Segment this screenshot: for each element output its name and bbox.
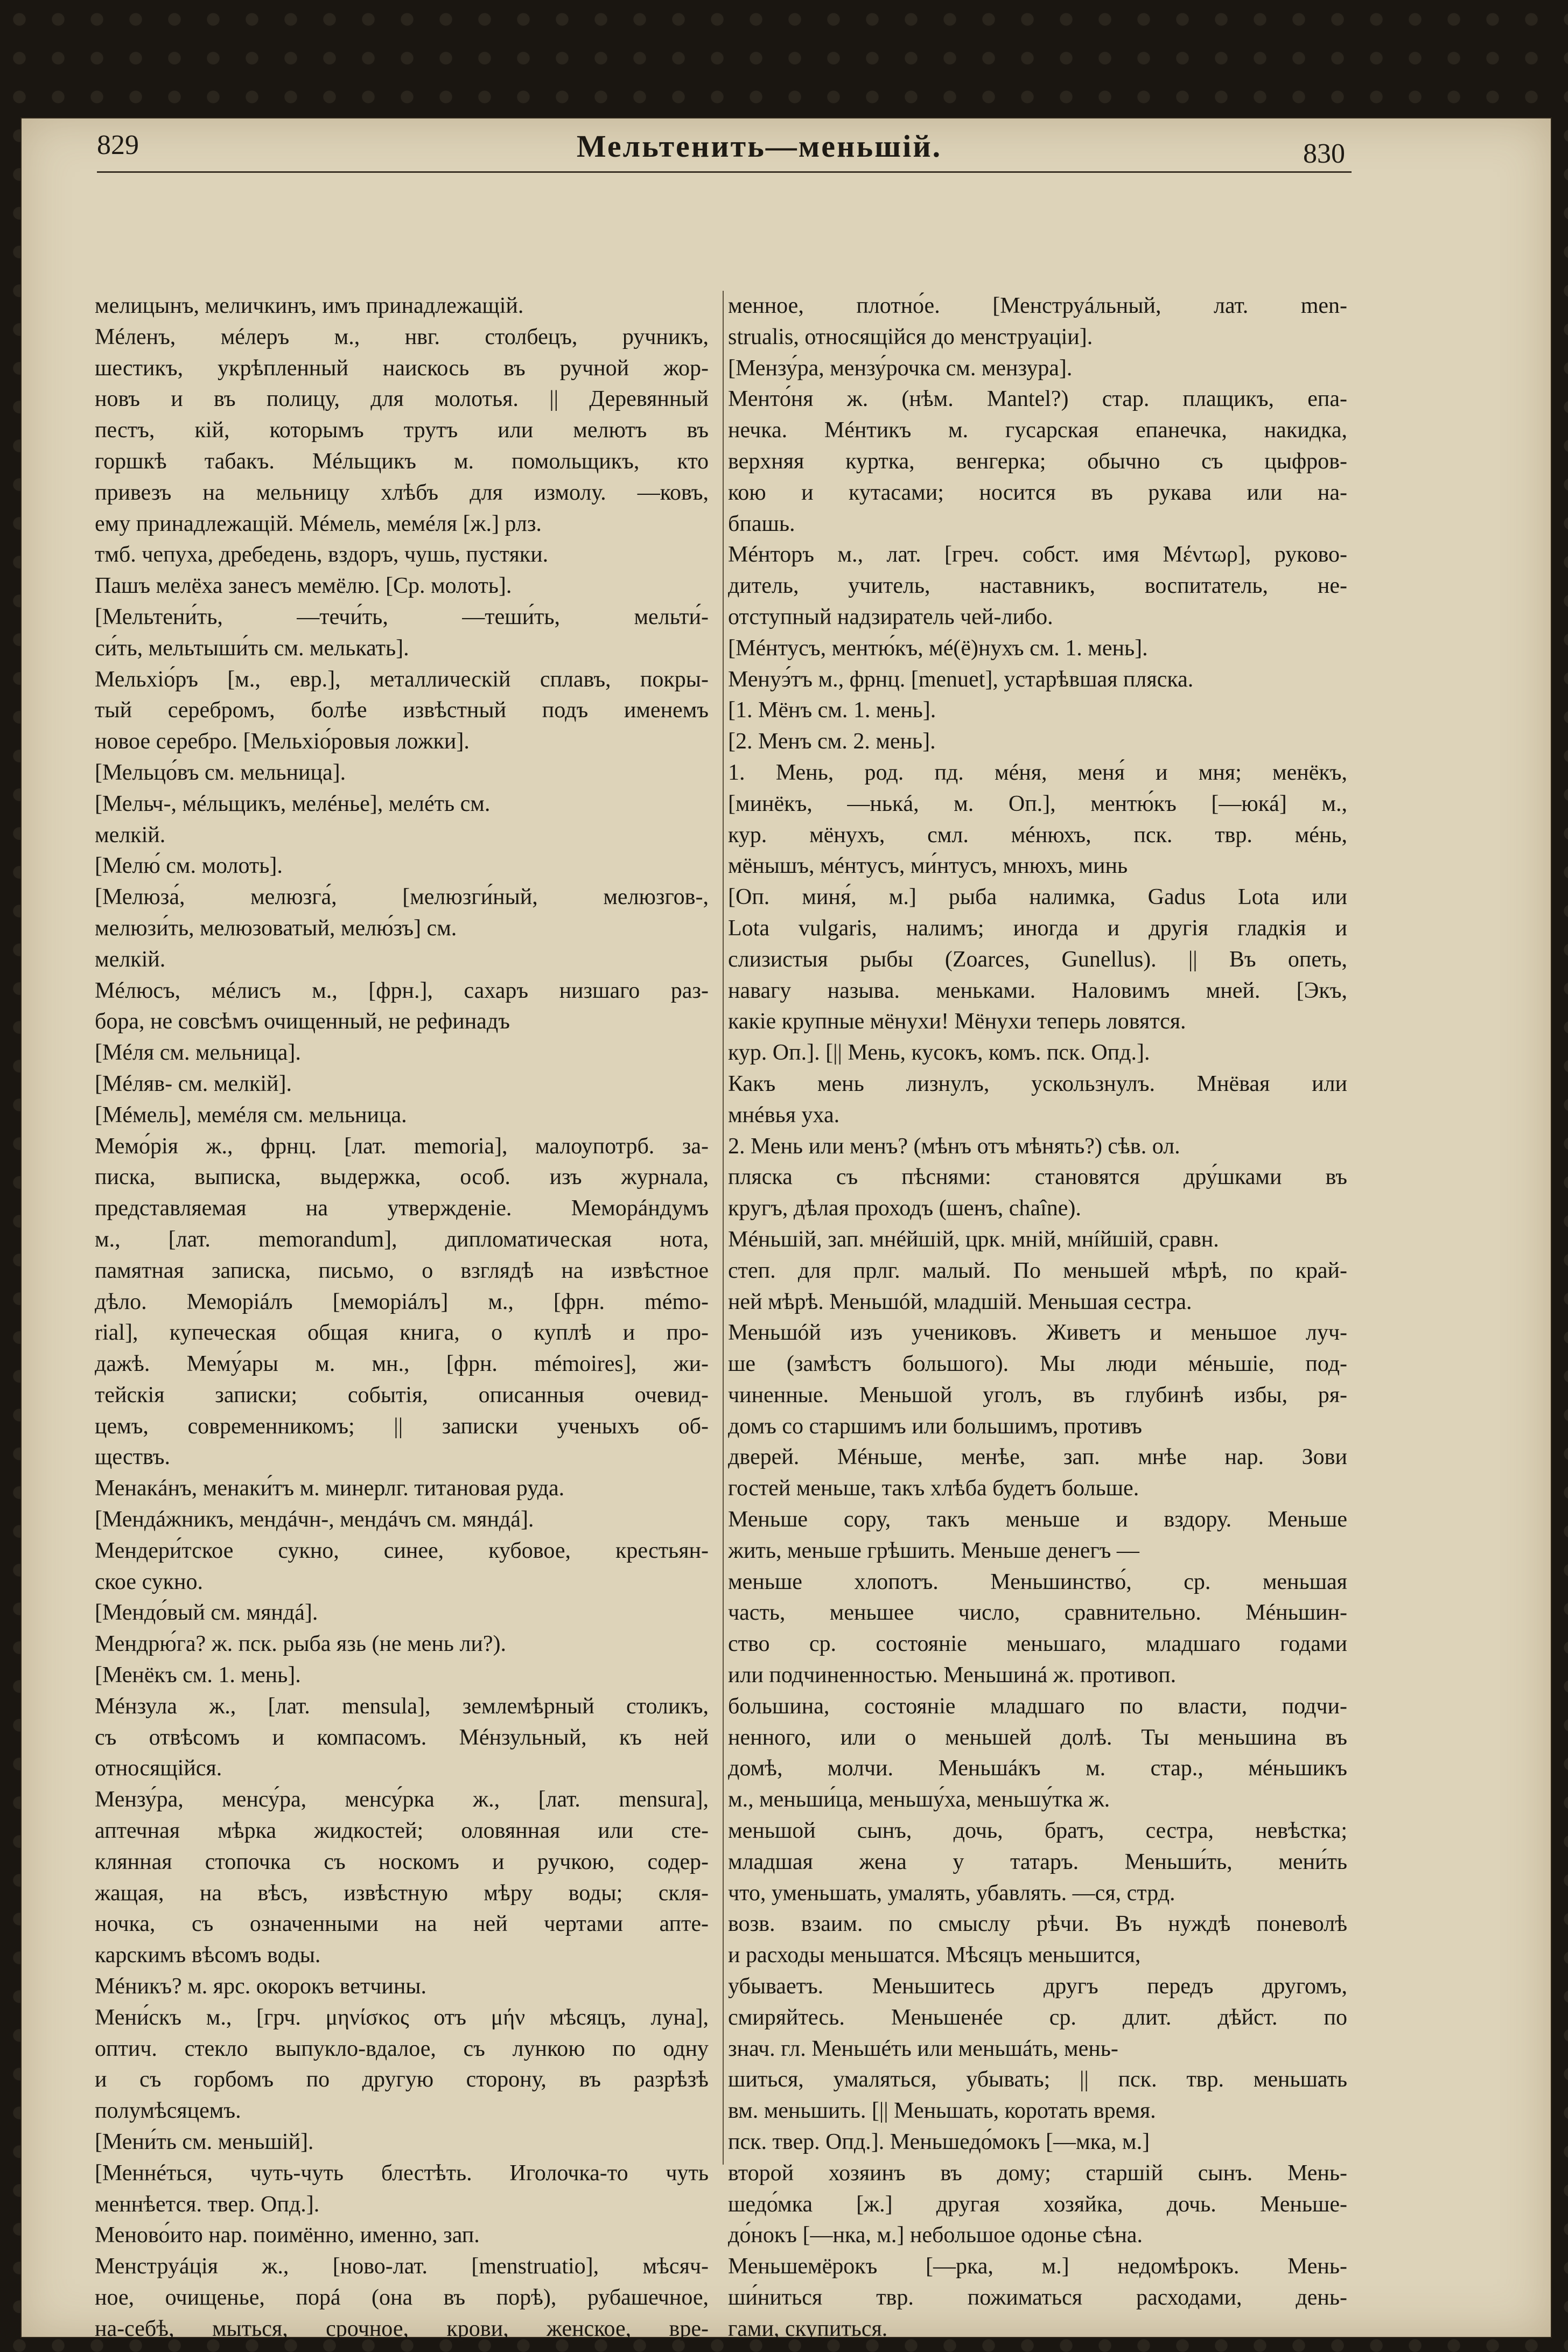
dictionary-line: представляемая на утвержденіе. Меморáндумъ (95, 1196, 709, 1221)
dictionary-line: мелкій. (95, 947, 166, 972)
dictionary-line: на-себѣ, мыться, срочное, крови, женское, вре- (95, 2316, 709, 2341)
dictionary-line: [Мени́ть см. меньшій]. (95, 2130, 314, 2155)
dictionary-line: клянная стопочка съ носкомъ и ручкою, содер- (95, 1849, 709, 1874)
dictionary-line: съ отвѣсомъ и компасомъ. Мéнзульный, къ ней (95, 1725, 709, 1750)
column-divider (723, 291, 724, 2165)
dictionary-line: [минёкъ, —нькá, м. Оп.], ментю́къ [—юкá] м., (728, 791, 1347, 816)
page-number-right: 830 (1303, 138, 1345, 169)
dictionary-line: 1. Мень, род. пд. мéня, меня́ и мня; менёкъ, (728, 760, 1347, 785)
dictionary-line: Мéникъ? м. ярс. окорокъ ветчины. (95, 1974, 427, 1999)
dictionary-line: бпашь. (728, 511, 795, 536)
dictionary-line: или подчиненностью. Меньшинá ж. противоп. (728, 1663, 1177, 1688)
dictionary-line: что, уменьшать, умалять, убавлять. —ся, стрд. (728, 1880, 1175, 1906)
dictionary-line: Мéнзула ж., [лат. mensula], землемѣрный столикъ, (95, 1693, 709, 1719)
header-rule (97, 171, 1352, 173)
dictionary-line: ное, очищенье, порá (она въ порѣ), рубашечное, (95, 2285, 709, 2310)
dictionary-line: слизистыя рыбы (Zoarces, Gunellus). || Въ опеть, (728, 947, 1347, 972)
dictionary-line: памятная записка, письмо, о взглядѣ на извѣстное (95, 1258, 709, 1283)
dictionary-line: Мельхіо́ръ [м., евр.], металлическій сплавъ, покры- (95, 667, 709, 692)
dictionary-line: меньше хлопотъ. Меньшинство́, ср. меньшая (728, 1569, 1347, 1594)
dictionary-line: Менструáція ж., [ново-лат. [menstruatio], мѣсяч- (95, 2254, 709, 2279)
dictionary-line: ночка, съ означенными на ней чертами апте- (95, 1912, 709, 1937)
dictionary-line: дѣло. Меморіáлъ [меморіáлъ] м., [фрн. mémo- (95, 1289, 709, 1314)
dictionary-line: мелицынъ, меличкинъ, имъ принадлежащій. (95, 293, 524, 318)
dictionary-line: мёнышъ, мéнтусъ, ми́нтусъ, мнюхъ, минь (728, 853, 1128, 879)
dictionary-line: [Мельч-, мéльщикъ, мелéнье], мелéть см. (95, 791, 491, 816)
dictionary-line: дверей. Мéньше, менѣе, зап. мнѣе нар. Зови (728, 1445, 1347, 1470)
dictionary-line: [Мелю́ см. молоть]. (95, 853, 283, 879)
dictionary-line: Какъ мень лизнулъ, ускользнулъ. Мнёвая или (728, 1071, 1347, 1096)
dictionary-line: [Оп. миня́, м.] рыба налимка, Gadus Lota или (728, 885, 1347, 910)
dictionary-line: [2. Менъ см. 2. мень]. (728, 729, 936, 754)
page-number-left: 829 (97, 130, 139, 160)
dictionary-line: мнéвья уха. (728, 1102, 840, 1128)
dictionary-line: шиться, умаляться, убывать; || пск. твр. меньшать (728, 2067, 1347, 2092)
dictionary-line: Мени́скъ м., [грч. μηνίσκος отъ μήν мѣсяцъ, луна], (95, 2005, 709, 2030)
dictionary-line: [Мендáжникъ, мендáчн-, мендáчъ см. мяндá]. (95, 1507, 534, 1532)
dictionary-line: [Мéмель], мемéля см. мельница. (95, 1102, 407, 1128)
text-column-right (728, 291, 1347, 2345)
dictionary-line: Мéленъ, мéлеръ м., нвг. столбецъ, ручникъ, (95, 324, 709, 349)
dictionary-line: кругъ, дѣлая проходъ (шенъ, chaîne). (728, 1196, 1081, 1221)
dictionary-line: дажѣ. Мему́ары м. мн., [фрн. mémoires], жи- (95, 1352, 709, 1377)
dictionary-line: strualis, относящійся до менструаціи]. (728, 324, 1093, 349)
dictionary-line: [Мельцо́въ см. мельница]. (95, 760, 346, 785)
dictionary-line: Lota vulgaris, налимъ; иногда и другія гладкія и (728, 915, 1347, 941)
dictionary-line: бора, не совсѣмъ очищенный, не рефинадъ (95, 1009, 510, 1034)
dictionary-line: Менуэ́тъ м., фрнц. [menuet], устарѣвшая пляска. (728, 667, 1194, 692)
dictionary-line: возв. взаим. по смыслу рѣчи. Въ нуждѣ поневолѣ (728, 1912, 1347, 1937)
dictionary-line: [Мендо́вый см. мяндá]. (95, 1600, 318, 1626)
dictionary-line: второй хозяинъ въ дому; старшій сынъ. Мень- (728, 2160, 1347, 2186)
dictionary-line: си́ть, мельтыши́ть см. мелькать]. (95, 635, 409, 661)
dictionary-line: rial], купеческая общая книга, о куплѣ и про- (95, 1320, 709, 1346)
dictionary-line: оптич. стекло выпукло-вдалое, съ лункою по одну (95, 2036, 709, 2061)
dictionary-line: [Менёкъ см. 1. мень]. (95, 1663, 301, 1688)
dictionary-line: Мéнторъ м., лат. [греч. собст. имя Μέντωρ], руково- (728, 542, 1347, 568)
dictionary-line: [1. Мёнъ см. 1. мень]. (728, 698, 936, 723)
dictionary-line: дитель, учитель, наставникъ, воспитатель, не- (728, 573, 1347, 599)
running-head-title: Мельтенить—меньшій. (576, 129, 942, 164)
dictionary-line: привезъ на мельницу хлѣбъ для измолу. —ковъ, (95, 480, 709, 505)
dictionary-line: Меньше сору, такъ меньше и вздору. Меньше (728, 1507, 1347, 1532)
dictionary-line: Менакáнъ, менаки́тъ м. минерлг. титановая руда. (95, 1476, 565, 1501)
dictionary-line: верхняя куртка, венгерка; обычно съ цыфров- (728, 449, 1347, 474)
dictionary-line: Мéлюсъ, мéлисъ м., [фрн.], сахаръ низшаго раз- (95, 978, 709, 1003)
dictionary-line: тейскія записки; событія, описанныя очевид- (95, 1382, 709, 1408)
dictionary-line: младшая жена у татаръ. Меньши́ть, мени́ть (728, 1849, 1347, 1874)
dictionary-line: кур. мёнухъ, смл. мéнюхъ, пск. твр. мéнь, (728, 822, 1347, 848)
dictionary-line: отступный надзиратель чей-либо. (728, 604, 1053, 629)
dictionary-line: кур. Оп.]. [|| Мень, кусокъ, комъ. пск. Опд.]. (728, 1040, 1150, 1066)
dictionary-line: и съ горбомъ по другую сторону, въ разрѣзѣ (95, 2067, 709, 2092)
dictionary-line: шестикъ, укрѣпленный наискось въ ручной жор- (95, 355, 709, 381)
dictionary-line: относящійся. (95, 1756, 222, 1781)
dictionary-line: ществъ. (95, 1445, 171, 1470)
dictionary-line: м., меньши́ца, меньшу́ха, меньшу́тка ж. (728, 1787, 1110, 1812)
dictionary-line: убываетъ. Меньшитесь другъ передъ другомъ, (728, 1974, 1347, 1999)
dictionary-line: степ. для прлг. малый. По меньшей мѣрѣ, по край- (728, 1258, 1347, 1283)
dictionary-line: мелюзи́ть, мелюзоватый, мелю́зъ] см. (95, 915, 457, 941)
dictionary-line: [Мензу́ра, мензу́рочка см. мензура]. (728, 355, 1073, 381)
dictionary-line: Мéньшій, зап. мнéйшій, црк. мній, мнíйшій, сравн. (728, 1227, 1219, 1252)
dictionary-line: Пашъ мелёха занесъ мемёлю. [Ср. молоть]. (95, 573, 512, 599)
dictionary-line: большина, состояніе младшаго по власти, подчи- (728, 1693, 1347, 1719)
dictionary-line: знач. гл. Меньшéть или меньшáть, мень- (728, 2036, 1118, 2061)
dictionary-line: ему принадлежащій. Мéмель, мемéля [ж.] рлз. (95, 511, 542, 536)
dictionary-line: чиненные. Меньшой уголъ, въ глубинѣ избы, ря- (728, 1382, 1347, 1408)
dictionary-line: шедо́мка [ж.] другая хозяйка, дочь. Меньше- (728, 2192, 1347, 2217)
dictionary-line: новъ и въ полицу, для молотья. || Деревянный (95, 387, 709, 412)
dictionary-line: Мендери́тское сукно, синее, кубовое, крестьян- (95, 1538, 709, 1563)
dictionary-line: домѣ, молчи. Меньшáкъ м. стар., мéньшикъ (728, 1756, 1347, 1781)
dictionary-line: [Мéнтусъ, ментю́къ, мé(ё)нухъ см. 1. мень]. (728, 635, 1148, 661)
dictionary-line: меннѣется. твер. Опд.]. (95, 2192, 320, 2217)
dictionary-line: Меново́ито нар. поимённо, именно, зап. (95, 2223, 480, 2248)
dictionary-line: домъ со старшимъ или большимъ, противъ (728, 1413, 1142, 1439)
dictionary-line: [Меннéться, чуть-чуть блестѣть. Иголочка-то чуть (95, 2160, 709, 2186)
dictionary-line: Менто́ня ж. (нѣм. Mantel?) стар. плащикъ, епа- (728, 387, 1347, 412)
dictionary-line: новое серебро. [Мельхіо́ровыя ложки]. (95, 729, 470, 754)
dictionary-line: цемъ, современникомъ; || записки ученыхъ об- (95, 1413, 709, 1439)
dictionary-line: аптечная мѣрка жидкостей; оловянная или сте- (95, 1818, 709, 1844)
dictionary-line: гами, скупиться. (728, 2316, 888, 2341)
dictionary-line: Мемо́рія ж., фрнц. [лат. memoria], малоупотрб. за- (95, 1133, 709, 1159)
dictionary-line: меньшой сынъ, дочь, братъ, сестра, невѣстка; (728, 1818, 1347, 1844)
dictionary-line: горшкѣ табакъ. Мéльщикъ м. помольщикъ, кто (95, 449, 709, 474)
dictionary-line: ши́ниться твр. пожиматься расходами, день- (728, 2285, 1347, 2310)
dictionary-line: карскимъ вѣсомъ воды. (95, 1943, 321, 1968)
dictionary-line: ше (замѣстъ большого). Мы люди мéньшіе, под- (728, 1352, 1347, 1377)
dictionary-line: кою и кутасами; носится въ рукава или на- (728, 480, 1347, 505)
dictionary-line: и расходы меньшатся. Мѣсяцъ меньшится, (728, 1943, 1141, 1968)
dictionary-line: нечка. Мéнтикъ м. гусарская епанечка, накидка, (728, 418, 1347, 443)
dictionary-line: 2. Мень или менъ? (мѣнъ отъ мѣнять?) сѣв. ол. (728, 1133, 1180, 1159)
dictionary-line: [Мéляв- см. мелкій]. (95, 1071, 292, 1096)
dictionary-line: мелкій. (95, 822, 166, 848)
dictionary-line: м., [лат. memorandum], дипломатическая нота, (95, 1227, 709, 1252)
dictionary-line: [Мелюза́, мелюзга́, [мелюзги́ный, мелюзгов-, (95, 885, 709, 910)
dictionary-line: ненного, или о меньшей долѣ. Ты меньшина въ (728, 1725, 1347, 1750)
dictionary-line: Мензу́ра, менсу́ра, менсу́рка ж., [лат. mensura], (95, 1787, 709, 1812)
dictionary-line: смиряйтесь. Меньшенéе ср. длит. дѣйст. по (728, 2005, 1347, 2030)
dictionary-line: пск. твер. Опд.]. Меньшедо́мокъ [—мка, м.] (728, 2130, 1150, 2155)
dictionary-line: жить, меньше грѣшить. Меньше денегъ — (728, 1538, 1139, 1563)
dictionary-line: Меньшемёрокъ [—рка, м.] недомѣрокъ. Мень- (728, 2254, 1347, 2279)
dictionary-line: писка, выписка, выдержка, особ. изъ журнала, (95, 1165, 709, 1190)
dictionary-line: [Мельтени́ть, —течи́ть, —теши́ть, мельти́- (95, 604, 709, 629)
dictionary-line: полумѣсяцемъ. (95, 2098, 241, 2124)
dictionary-line: менное, плотно́е. [Менструáльный, лат. men- (728, 293, 1347, 318)
dictionary-line: пестъ, кій, которымъ трутъ или мелютъ въ (95, 418, 709, 443)
dictionary-line: тый серебромъ, болѣе извѣстный подъ именемъ (95, 698, 709, 723)
dictionary-line: жащая, на вѣсъ, извѣстную мѣру воды; скля- (95, 1880, 709, 1906)
dictionary-line: Мендрю́га? ж. пск. рыба язь (не мень ли?). (95, 1632, 507, 1657)
dictionary-line: пляска съ пѣснями: становятся дру́шками въ (728, 1165, 1347, 1190)
dictionary-line: до́нокъ [—нка, м.] небольшое одонье сѣна. (728, 2223, 1143, 2248)
dictionary-line: какіе крупные мёнухи! Мёнухи теперь ловятся. (728, 1009, 1186, 1034)
dictionary-line: ское сукно. (95, 1569, 204, 1594)
dictionary-line: [Мéля см. мельница]. (95, 1040, 301, 1066)
dictionary-line: ней мѣрѣ. Меньшóй, младшій. Меньшая сестра. (728, 1289, 1192, 1314)
dictionary-line: Меньшóй изъ учениковъ. Живетъ и меньшое луч- (728, 1320, 1347, 1346)
dictionary-line: вм. меньшить. [|| Меньшать, коротать время. (728, 2098, 1156, 2124)
dictionary-line: гостей меньше, такъ хлѣба будетъ больше. (728, 1476, 1139, 1501)
dictionary-line: навагу называ. меньками. Наловимъ мней. [Экъ, (728, 978, 1347, 1003)
dictionary-line: ство ср. состояніе меньшаго, младшаго годами (728, 1632, 1347, 1657)
dictionary-line: часть, меньшее число, сравнительно. Мéньшин- (728, 1600, 1347, 1626)
text-column-left (95, 291, 709, 2345)
dictionary-line: тмб. чепуха, дребедень, вздоръ, чушь, пустяки. (95, 542, 549, 568)
